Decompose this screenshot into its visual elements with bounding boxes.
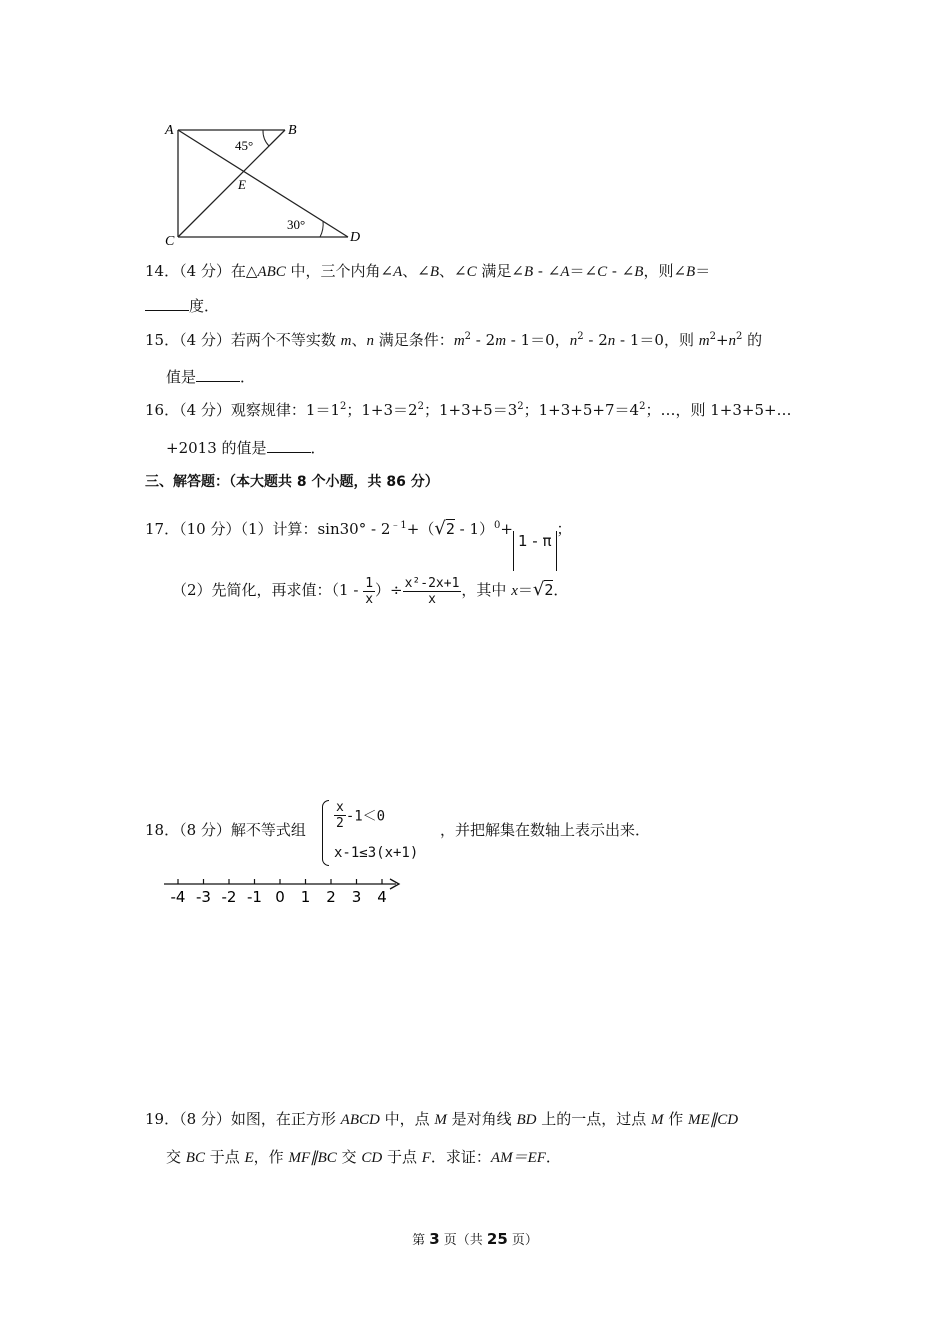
label-e: E [238, 177, 246, 192]
tick-label: 0 [275, 888, 285, 906]
tick-label: -1 [247, 888, 262, 906]
question-17-part2: （2）先简化，再求值：（1 ‑ $\frac{1}{x}$ ）÷ $\frac{\text{x²‑2x+1}}{x}$ ，其中 x＝√2． [172, 575, 569, 607]
question-15: 15．（4 分）若两个不等实数 m、n 满足条件：$m^2$ ‑ 2m ‑ 1＝0，$n^2$ ‑ 2n ‑ 1＝0，则 $m^2+n^2$ 的 [145, 331, 763, 349]
inequality-2: x‑1≤3(x+1) [334, 845, 419, 861]
tick-label: 1 [300, 888, 311, 906]
fraction-1-over-x: $\frac{1}{x}$ [365, 575, 374, 607]
number-line [160, 874, 410, 908]
inequality-1: $\frac{x}{2}$ ‑1＜0 [336, 800, 386, 831]
answer-blank[interactable] [196, 367, 240, 382]
question-19-line2: 交 BC 于点 E，作 MF∥BC 交 CD 于点 F．求证：AM＝EF． [166, 1148, 561, 1166]
page-footer: 第 3 页（共 25 页） [412, 1230, 538, 1248]
label-a: A [165, 123, 174, 138]
question-16: 16．（4 分）观察规律：$1=1^2$；$1+3=2^2$；$1+3+5=3^2$；$1+3+5+7=4^2$；…，则 1+3+5+… [145, 401, 792, 419]
tick-label: -3 [196, 888, 211, 906]
label-d: D [350, 230, 361, 245]
question-18-prefix: 18．（8 分）解不等式组 [145, 821, 306, 839]
question-18-suffix: ，并把解集在数轴上表示出来． [440, 821, 651, 839]
system-brace [322, 800, 329, 866]
tick-label: -4 [170, 888, 186, 906]
question-16-line2: +2013 的值是 ． [166, 439, 326, 457]
answer-blank[interactable] [145, 296, 189, 311]
question-19-line1: 19．（8 分）如图，在正方形 ABCD 中，点 M 是对角线 BD 上的一点，过点 M 作 ME∥CD [145, 1110, 739, 1128]
tick-label: -2 [221, 888, 237, 906]
question-14: 14．（4 分）在△ABC 中，三个内角∠A、∠B、∠C 满足∠B ‑ ∠A＝∠C ‑ ∠B，则∠B＝ [145, 262, 711, 280]
absolute-value: 1 ‑ π [513, 531, 557, 571]
fraction-quadratic-over-x: $\frac{\text{x²‑2x+1}}{x}$ [404, 575, 460, 607]
answer-blank[interactable] [267, 438, 311, 453]
angle-30: 30° [287, 217, 306, 232]
question-15-line2: 值是 ． [166, 368, 256, 386]
tick-label: 3 [351, 888, 362, 906]
sqrt-sign: √ [434, 518, 446, 539]
label-b: B [288, 123, 297, 138]
label-c: C [165, 234, 175, 249]
question-17-part1: 17．（10 分）（1）计算：sin30° ‑ $2^{﹣1}+(√2$ ‑ 1）$^0$+1 ‑ π； [145, 519, 572, 571]
sqrt-sign: √ [532, 579, 545, 600]
tick-label: 2 [326, 888, 336, 906]
section-heading: 三、解答题：（本大题共 8 个小题，共 86 分） [145, 474, 439, 490]
tick-label: 4 [377, 888, 387, 906]
question-14-line2: 度． [145, 296, 219, 316]
geometry-figure [150, 115, 380, 250]
angle-45: 45° [235, 138, 254, 153]
